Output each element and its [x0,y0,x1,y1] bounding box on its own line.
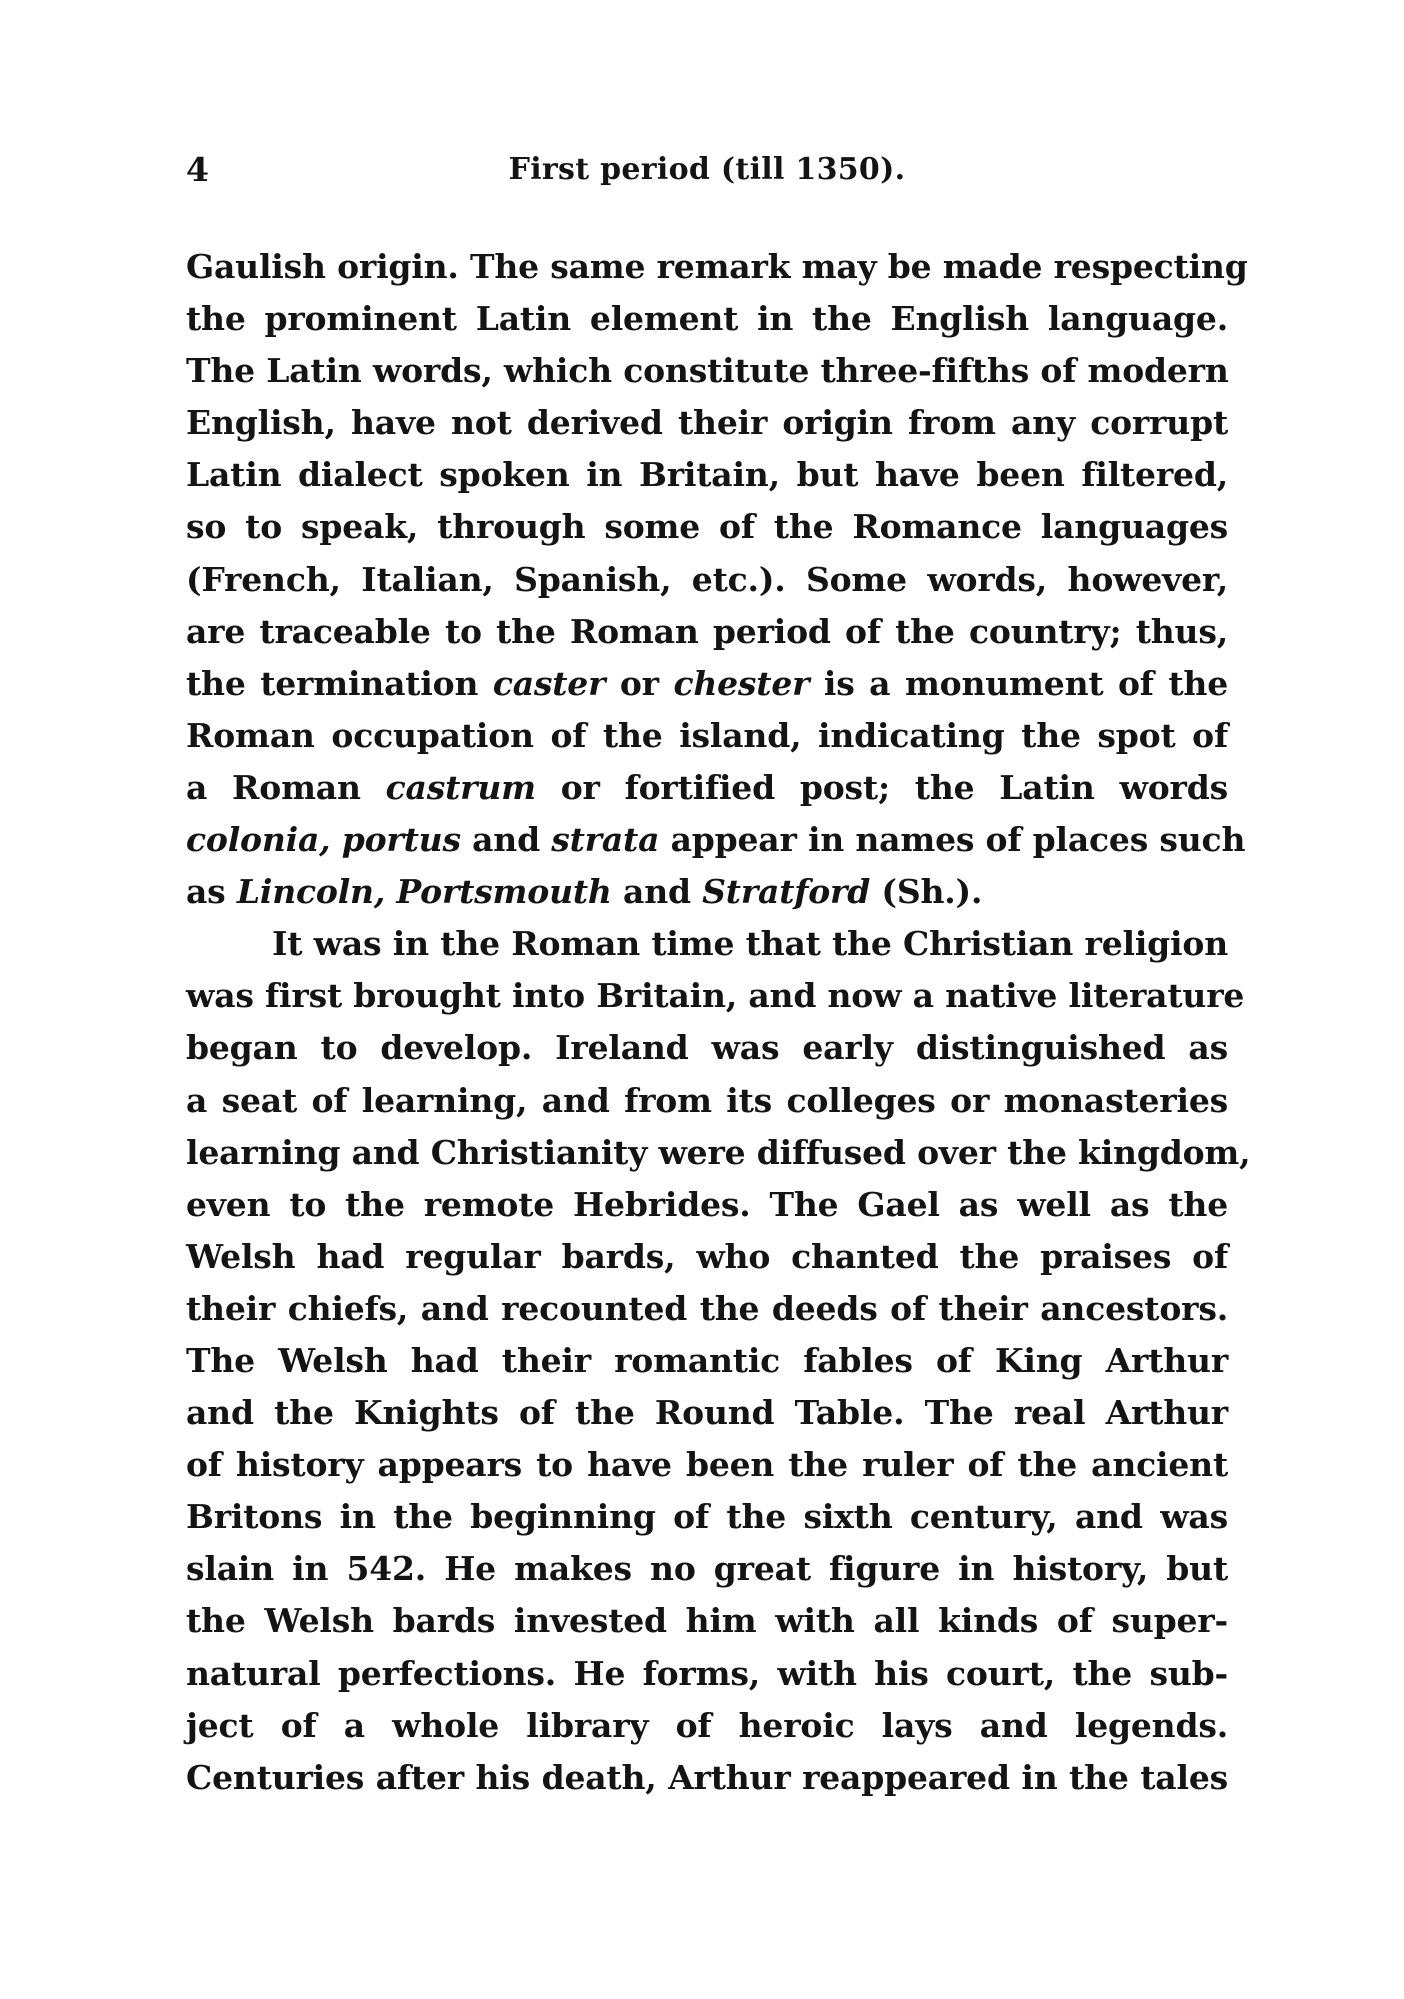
text-segment: so to speak, through some of the Romance languages [186,507,1228,547]
text-line [186,866,1228,918]
text-segment: are traceable to the Roman period of the country; thus, [186,611,1228,651]
text-line [186,1022,1228,1074]
text-segment: of history appears to have been the ruler of the ancient [186,1445,1228,1485]
text-line [186,1075,1228,1127]
text-line [186,1752,1228,1804]
text-line [186,1231,1228,1283]
text-segment: the Welsh bards invested him with all kinds of super- [186,1601,1228,1641]
text-line [186,1283,1228,1335]
italic-text: caster [492,663,606,703]
text-segment: their chiefs, and recounted the deeds of their ancestors. [186,1288,1228,1328]
text-segment: slain in 542. He makes no great figure in history, but [186,1549,1228,1589]
running-title: First period (till 1350). [508,152,906,187]
text-segment: and the Knights of the Round Table. The real Arthur [186,1393,1228,1433]
paragraph [186,918,1251,1804]
body-text [186,241,1251,1804]
paragraph [186,241,1248,918]
text-line [186,241,1248,293]
text-segment: natural perfections. He forms, with his court, the sub- [186,1653,1228,1693]
text-segment: was first brought into Britain, and now a native literature [186,976,1245,1016]
text-line [186,918,1228,970]
text-segment: Welsh had regular bards, who chanted the praises of [186,1236,1228,1276]
text-segment: Britons in the beginning of the sixth century, and was [186,1497,1228,1537]
text-segment: The Latin words, which constitute three-fifths of modern [186,351,1229,391]
text-line [186,1127,1251,1179]
text-segment: English, have not derived their origin from any corrupt [186,403,1228,443]
text-segment: (French, Italian, Spanish, etc.). Some words, however, [186,559,1228,599]
text-line [186,554,1228,606]
text-segment: appear in names of places such [659,820,1246,860]
text-segment: Roman occupation of the island, indicating the spot of [186,715,1228,755]
text-line [186,1439,1228,1491]
text-segment: began to develop. Ireland was early distinguished as [186,1028,1228,1068]
italic-text: strata [551,820,660,860]
text-segment: the termination [186,663,493,703]
text-line [186,814,1246,866]
text-line [186,1648,1228,1700]
text-line [186,710,1228,762]
text-segment: and [611,872,703,912]
text-line [186,397,1228,449]
text-line [186,1387,1228,1439]
text-line [186,606,1228,658]
text-segment: even to the remote Hebrides. The Gael as well as the [186,1184,1228,1224]
text-segment: ject of a whole library of heroic lays and legends. [186,1705,1228,1745]
running-head [186,148,1228,192]
text-line [186,1595,1228,1647]
italic-text: Stratford [702,872,871,912]
text-segment: Gaulish origin. The same remark may be made respecting [186,247,1248,286]
text-line [186,501,1228,553]
text-line [186,1335,1228,1387]
text-segment: the prominent Latin element in the English language. [186,299,1228,339]
text-line [186,1179,1228,1231]
text-segment: (Sh.). [870,872,983,912]
italic-text: chester [673,663,810,703]
text-line [186,1543,1228,1595]
text-line [186,970,1245,1022]
italic-text: Lincoln, Portsmouth [236,872,612,912]
text-line [186,658,1228,710]
text-segment: learning and Christianity were diffused over the kingdom, [186,1132,1251,1172]
text-segment: a Roman [186,767,386,807]
text-line [186,449,1228,501]
text-segment: and [460,820,552,860]
text-segment: The Welsh had their romantic fables of King Arthur [186,1340,1228,1380]
text-segment: Centuries after his death, Arthur reappeared in the tales [186,1757,1228,1797]
text-segment: as [186,872,237,912]
text-segment: Latin dialect spoken in Britain, but have been filtered, [186,455,1228,495]
text-line [186,1700,1228,1752]
text-segment: or fortified post; the Latin words [535,767,1228,807]
text-line [186,1491,1228,1543]
text-segment: a seat of learning, and from its colleges or monasteries [186,1080,1228,1120]
italic-text: castrum [385,767,536,807]
text-segment: It was in the Roman time that the Christian religion [272,924,1228,964]
text-line [186,345,1228,397]
page-number: 4 [186,150,209,189]
text-segment: or [605,663,674,703]
text-segment: is a monument of the [809,663,1228,703]
text-line [186,293,1228,345]
italic-text: colonia, portus [186,820,461,860]
text-line [186,762,1228,814]
